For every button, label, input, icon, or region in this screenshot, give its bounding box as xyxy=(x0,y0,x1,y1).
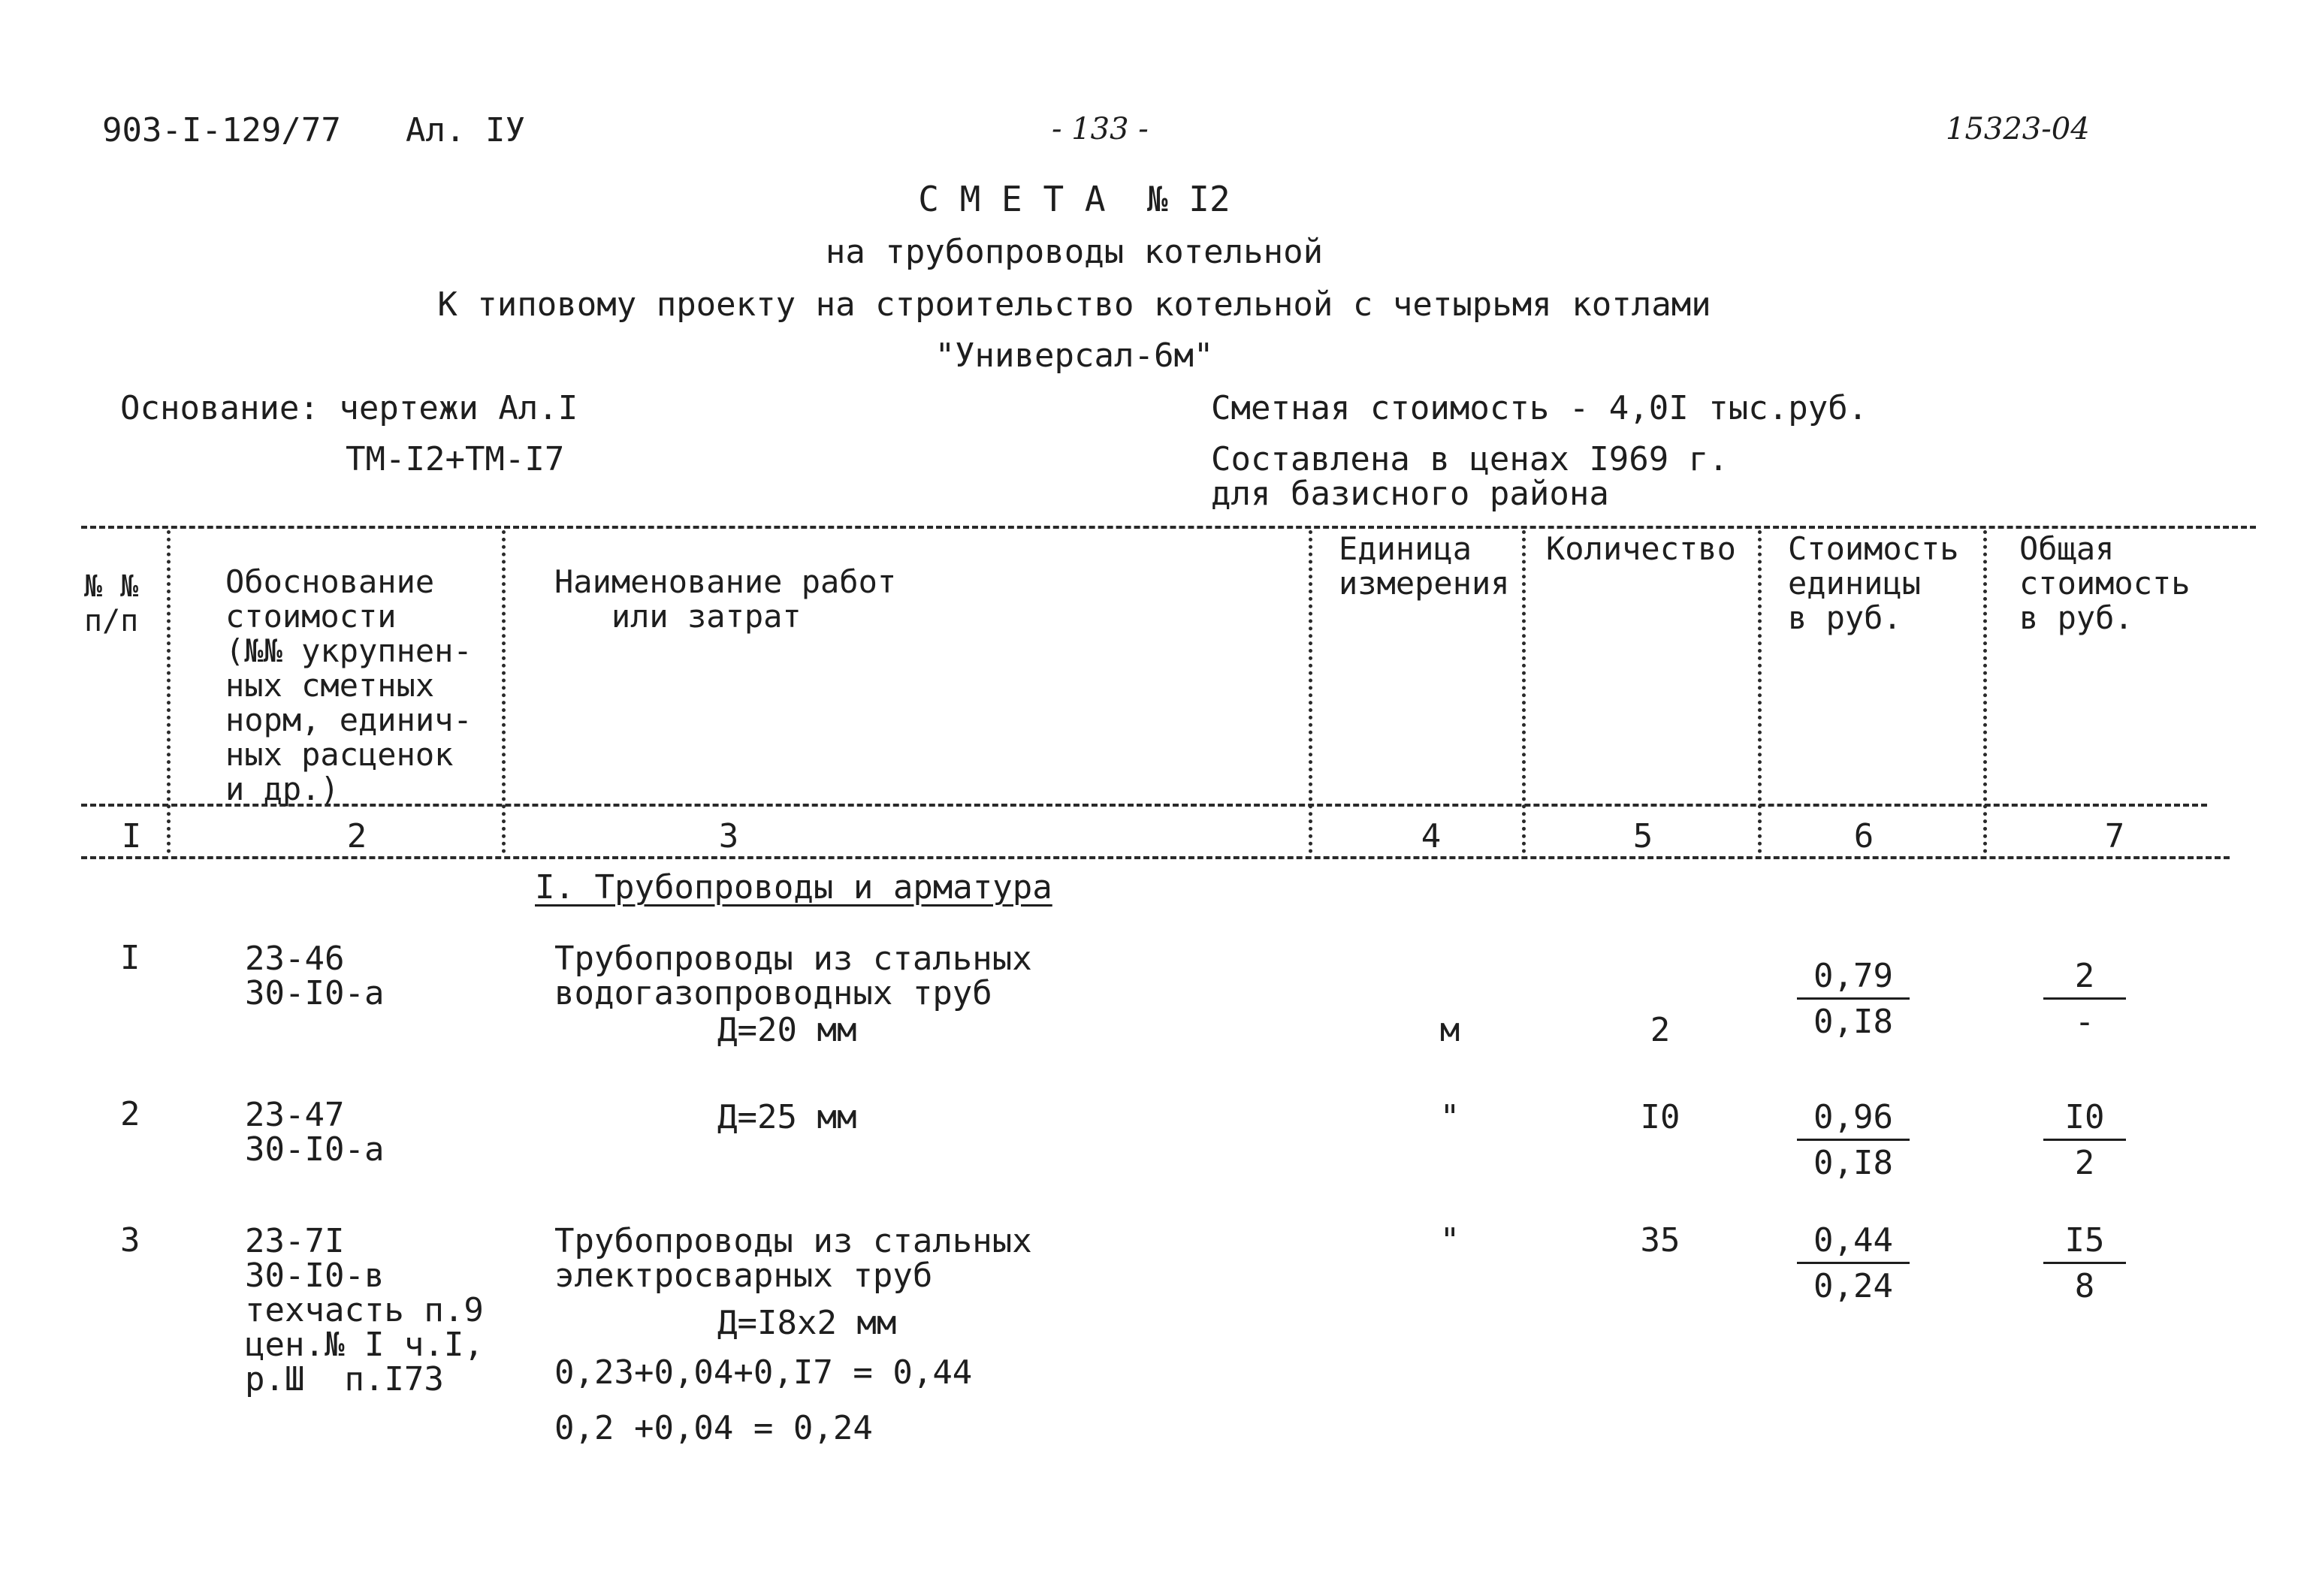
row-3-number: 3 xyxy=(120,1221,140,1260)
row-3-basis: 23-7I 30-I0-в техчасть п.9 цен.№ I ч.I, р.Ш п.I73 xyxy=(245,1222,484,1398)
column-number-7: 7 xyxy=(2104,817,2125,855)
row-3-quantity: 35 xyxy=(1640,1221,1680,1260)
column-divider-4 xyxy=(1522,530,1526,853)
row-1-unit-cost xyxy=(1797,957,1910,1041)
column-divider-3 xyxy=(1309,530,1312,853)
row-3-unit-cost-bottom: 0,24 xyxy=(1813,1267,1893,1305)
row-1-unit-cost-bottom: 0,I8 xyxy=(1813,1003,1893,1041)
row-1-number: I xyxy=(120,939,140,977)
row-2-unit-cost xyxy=(1797,1098,1910,1182)
title-subject: на трубопроводы котельной xyxy=(825,233,1324,271)
column-number-6: 6 xyxy=(1853,817,1874,855)
price-base-year: Составлена в ценах I969 г. xyxy=(1211,440,1729,478)
basis-label: Основание: чертежи Ал.I xyxy=(120,389,578,427)
row-2-total xyxy=(2043,1098,2126,1182)
document-code: 903-I-129/77 xyxy=(102,111,341,149)
row-1-unit-cost-top: 0,79 xyxy=(1797,960,1910,1000)
table-top-rule xyxy=(81,526,2256,529)
document-title: С М Е Т А № I2 xyxy=(918,179,1231,219)
row-2-basis: 23-47 30-I0-а xyxy=(245,1096,385,1169)
row-2-total-top: I0 xyxy=(2043,1101,2126,1141)
header-unit: Единица измерения xyxy=(1339,530,1510,602)
row-3-name: Трубопроводы из стальных электросварных труб xyxy=(554,1222,1032,1295)
row-2-total-bottom: 2 xyxy=(2074,1144,2095,1182)
header-row-number: № № п/п xyxy=(84,569,139,638)
row-2-spec: Д=25 мм xyxy=(717,1098,857,1136)
price-region: для базисного района xyxy=(1211,475,1609,513)
row-3-spec: Д=I8х2 мм xyxy=(717,1304,897,1342)
title-boiler-model: "Универсал-6м" xyxy=(935,336,1214,375)
section-title: I. Трубопроводы и арматура xyxy=(535,868,1052,907)
row-1-total-bottom: - xyxy=(2074,1003,2095,1041)
archive-stamp: 15323-04 xyxy=(1946,112,2090,146)
row-3-unit-cost-top: 0,44 xyxy=(1797,1224,1910,1264)
row-3-calc-1: 0,23+0,04+0,I7 = 0,44 xyxy=(554,1353,973,1392)
row-2-unit-cost-top: 0,96 xyxy=(1797,1101,1910,1141)
column-number-1: I xyxy=(121,817,142,855)
row-3-calc-2: 0,2 +0,04 = 0,24 xyxy=(554,1409,873,1447)
row-1-basis: 23-46 30-I0-а xyxy=(245,940,385,1012)
row-3-unit-cost xyxy=(1797,1221,1910,1305)
row-1-unit: м xyxy=(1439,1011,1460,1049)
header-work-name: Наименование работ или затрат xyxy=(554,563,897,635)
header-quantity: Количество xyxy=(1546,530,1736,567)
row-2-unit-cost-bottom: 0,I8 xyxy=(1813,1144,1893,1182)
row-2-unit: " xyxy=(1439,1098,1460,1136)
column-divider-1 xyxy=(167,530,171,853)
column-number-5: 5 xyxy=(1632,817,1653,855)
column-number-4: 4 xyxy=(1421,817,1442,855)
column-number-3: 3 xyxy=(718,817,739,855)
row-1-total-top: 2 xyxy=(2043,960,2126,1000)
column-number-2: 2 xyxy=(346,817,367,855)
column-divider-5 xyxy=(1758,530,1762,853)
row-1-quantity: 2 xyxy=(1650,1011,1671,1049)
header-cost-basis: Обоснование стоимости (№№ укрупнен- ных сметных норм, единич- ных расценок и др.) xyxy=(225,563,473,807)
row-3-total-top: I5 xyxy=(2043,1224,2126,1264)
row-1-total xyxy=(2043,957,2126,1041)
title-project: К типовому проекту на строительство котельной с четырьмя котлами xyxy=(437,285,1711,324)
header-unit-cost: Стоимость единицы в руб. xyxy=(1788,530,1959,636)
album-number: Ал. IУ xyxy=(406,111,525,149)
column-divider-6 xyxy=(1983,530,1987,853)
row-1-spec: Д=20 мм xyxy=(717,1011,857,1049)
header-total-cost: Общая стоимость в руб. xyxy=(2019,530,2191,636)
column-number-rule xyxy=(81,856,2230,859)
column-divider-2 xyxy=(502,530,506,853)
basis-drawings: ТМ-I2+ТМ-I7 xyxy=(346,440,565,478)
page-number: - 133 - xyxy=(1052,112,1149,146)
estimated-cost: Сметная стоимость - 4,0I тыс.руб. xyxy=(1211,389,1868,427)
row-3-total-bottom: 8 xyxy=(2074,1267,2095,1305)
row-2-number: 2 xyxy=(120,1095,140,1133)
row-2-quantity: I0 xyxy=(1640,1098,1680,1136)
row-1-name: Трубопроводы из стальных водогазопроводных труб xyxy=(554,940,1032,1012)
row-3-unit: " xyxy=(1439,1221,1460,1260)
row-3-total xyxy=(2043,1221,2126,1305)
